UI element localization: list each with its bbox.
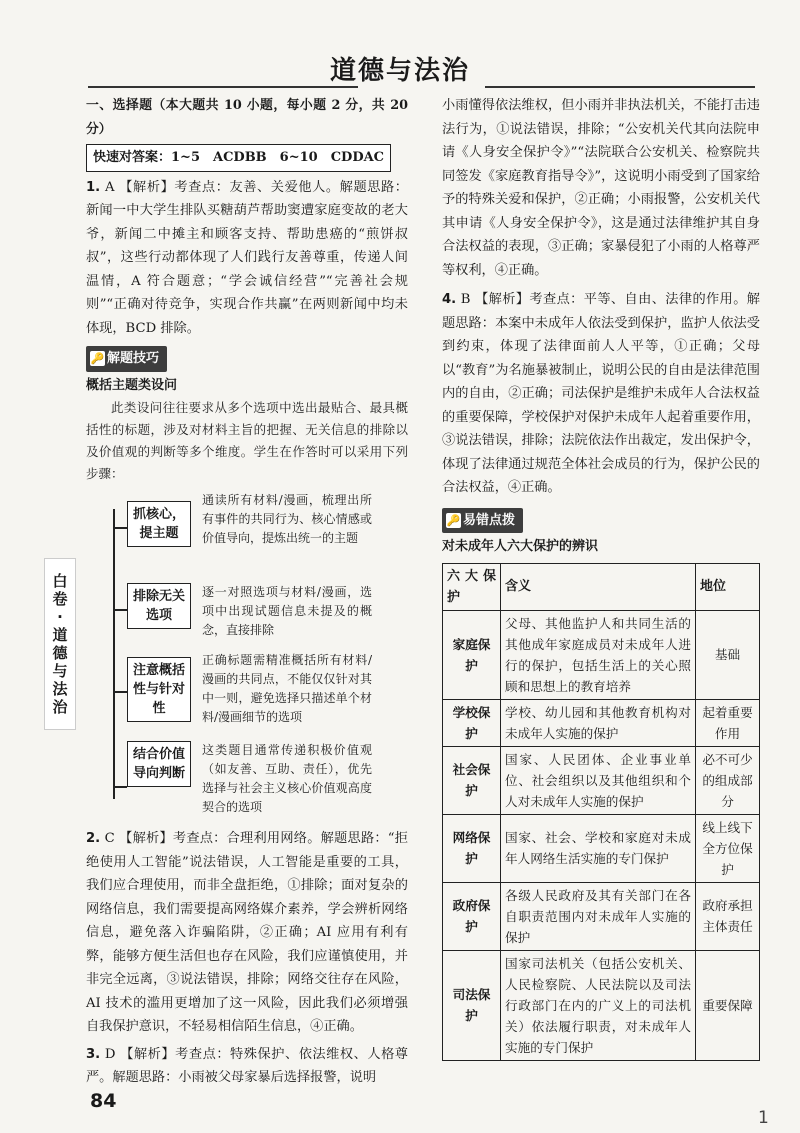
sidebar-char: ·	[57, 608, 63, 626]
error-tip-tag	[442, 508, 523, 534]
protection-status: 重要保障	[696, 950, 760, 1060]
table-row	[443, 610, 760, 699]
mindmap-connector	[113, 786, 127, 788]
mindmap-connector	[113, 691, 127, 693]
question-number: 2.	[86, 831, 101, 846]
tip-tag	[86, 346, 167, 372]
table-row	[443, 882, 760, 950]
mindmap-connector	[113, 609, 127, 611]
mindmap-step-label: 抓核心，提主题	[127, 501, 191, 547]
table-row	[443, 814, 760, 882]
table-header: 六大保护	[443, 563, 501, 610]
protection-meaning: 国家、人民团体、企业事业单位、社会组织以及其他组织和个人对未成年人实施的保护	[501, 746, 696, 814]
protection-name: 政府保护	[443, 882, 501, 950]
answer-q1	[86, 176, 408, 341]
sidebar-char: 白	[52, 572, 68, 590]
mindmap-step-label: 结合价值导向判断	[127, 741, 191, 787]
sidebar-char: 法	[52, 680, 68, 698]
page-title: 道德与法治	[329, 56, 470, 86]
tip-subtitle: 概括主题类设问	[86, 377, 178, 393]
protection-name: 学校保护	[443, 699, 501, 746]
table-row	[443, 699, 760, 746]
table-header: 地位	[696, 563, 760, 610]
key-icon: 🔑	[90, 352, 105, 365]
protection-name: 司法保护	[443, 950, 501, 1060]
key-icon: 🔑	[446, 513, 461, 527]
section-heading: 一、选择题（本大题共 10 小题，每小题 2 分，共 20 分）	[86, 98, 408, 137]
mindmap-step-label: 排除无关选项	[127, 583, 191, 629]
sidebar-char: 卷	[52, 590, 68, 608]
protection-status: 起着重要作用	[696, 699, 760, 746]
error-tip-subtitle: 对未成年人六大保护的辨识	[442, 539, 599, 554]
mindmap-step-label: 注意概括性与针对性	[127, 657, 191, 722]
table-header-row	[443, 563, 760, 610]
title-rule-left	[88, 86, 358, 88]
answer-q3	[86, 1043, 408, 1090]
protection-meaning: 国家、社会、学校和家庭对未成年人网络生活实施的专门保护	[501, 814, 696, 882]
protection-meaning: 学校、幼儿园和其他教育机构对未成年人实施的保护	[501, 699, 696, 746]
protection-name: 社会保护	[443, 746, 501, 814]
tip-body: 此类设问往往要求从多个选项中选出最贴合、最具概括性的标题，涉及对材料主旨的把握、无关信息的排除以及价值观的判断等多个维度。学生在作答时可以采用下列步骤：	[86, 400, 408, 481]
sidebar-char: 道	[52, 626, 68, 644]
title-rule-right	[485, 86, 755, 88]
protection-status: 线上线下全方位保护	[696, 814, 760, 882]
error-tip-label: 易错点拨	[463, 512, 516, 528]
protection-meaning: 父母、其他监护人和共同生活的其他成年家庭成员对未成年人进行的保护，包括生活上的关心照顾和思想上的教育培养	[501, 610, 696, 699]
question-number: 4.	[442, 292, 457, 307]
table-header: 含义	[501, 563, 696, 610]
corner-number: 1	[758, 1108, 769, 1128]
table-row	[443, 746, 760, 814]
protection-status: 基础	[696, 610, 760, 699]
tip-mindmap	[86, 491, 408, 827]
answer-text: A 【解析】考查点：友善、关爱他人。解题思路：新闻一中大学生排队买糖葫芦帮助窦遭家庭变故的老大爷，新闻二中摊主和顾客支持、帮助患癌的“煎饼叔叔”，这些行动都体现了人们践行友善尊重，传递人间温情，A 符合题意；“学会诚信经营”“完善社会规则”“正确对待竞争，实现合作共赢”在两则新闻中均未体现，BCD 排除。	[86, 179, 408, 336]
question-number: 1.	[86, 179, 101, 195]
protection-name: 家庭保护	[443, 610, 501, 699]
answer-text: B 【解析】考查点：平等、自由、法律的作用。解题思路：本案中未成年人依法受到保护，监护人依法受到约束，体现了法律面前人人平等，①正确；父母以“教育”为名施暴被制止，说明公民的自由是法律范围内的自由，②正确；司法保护是维护未成年人合法权益的重要保障，学校保护对保护未成年人起着重要作用，③说法错误，排除；法院依法作出裁定，发出保护令，体现了法律通过规范全体社会成员的行为，保护公民的合法权益，④正确。	[442, 292, 760, 495]
question-number: 3.	[86, 1046, 101, 1062]
mindmap-connector	[113, 527, 127, 529]
left-column	[86, 94, 408, 1090]
mindmap-step-text: 正确标题需精准概括所有材料/漫画的共同点，不能仅仅针对其中一则，避免选择只描述单个材料/漫画细节的选项	[202, 653, 372, 724]
mindmap-step-text: 逐一对照选项与材料/漫画，选项中出现试题信息未提及的概念，直接排除	[202, 585, 372, 637]
right-column	[442, 94, 760, 1061]
sidebar-char: 德	[52, 644, 68, 662]
tip-tag-label: 解题技巧	[107, 351, 160, 366]
table-row	[443, 950, 760, 1060]
answer-q4	[442, 288, 760, 500]
protection-meaning: 国家司法机关（包括公安机关、人民检察院、人民法院以及司法行政部门在内的广义上的司法机关）依法履行职责，对未成年人实施的专门保护	[501, 950, 696, 1060]
sidebar-char: 治	[52, 698, 68, 716]
protection-status: 必不可少的组成部分	[696, 746, 760, 814]
protection-meaning: 各级人民政府及其有关部门在各自职责范围内对未成年人实施的保护	[501, 882, 696, 950]
mindmap-step-text: 这类题目通常传递积极价值观（如友善、互助、责任），优先选择与社会主义核心价值观高度契合的选项	[202, 743, 372, 814]
quick-answer-box: 快速对答案：1~5 ACDBB 6~10 CDDAC	[86, 144, 391, 172]
sidebar-tab	[44, 558, 76, 730]
answer-q3-continued: 小雨懂得依法维权，但小雨并非执法机关，不能打击违法行为，①说法错误，排除；“公安机关代其向法院申请《人身安全保护令》”“法院联合公安机关、检察院共同签发《家庭教育指导令》”，这说明小雨受到了国家给予的特殊关爱和保护，②正确；小雨报警，公安机关代其申请《人身安全保护令》，这是通过法律维护其自身合法权益的表现，③正确；家暴侵犯了小雨的人格尊严等权利，④正确。	[442, 98, 760, 278]
protection-status: 政府承担主体责任	[696, 882, 760, 950]
mindmap-step-text: 通读所有材料/漫画，梳理出所有事件的共同行为、核心情感或价值导向，提炼出统一的主题	[202, 493, 372, 545]
sidebar-char: 与	[52, 662, 68, 680]
answer-q2	[86, 827, 408, 1039]
page-number: 84	[90, 1090, 117, 1112]
answer-text: D 【解析】考查点：特殊保护、依法维权、人格尊严。解题思路：小雨被父母家暴后选择报警，说明	[86, 1046, 408, 1085]
protection-table	[442, 563, 760, 1061]
protection-name: 网络保护	[443, 814, 501, 882]
mindmap-spine	[113, 509, 115, 799]
answer-text: C 【解析】考查点：合理利用网络。解题思路：“拒绝使用人工智能”说法错误，人工智能是重要的工具，我们应合理使用，而非全盘拒绝，①排除；面对复杂的网络信息，我们需要提高网络媒介素养，学会辨析网络信息，避免落入诈骗陷阱，②正确；AI 应用有利有弊，能够方便生活但也存在风险，我们应谨慎使用，并非完全远离，③说法错误，排除；网络交往存在风险，AI 技术的滥用更增加了这一风险，因此我们必须增强自我保护意识，不轻易相信陌生信息，④正确。	[86, 831, 408, 1034]
